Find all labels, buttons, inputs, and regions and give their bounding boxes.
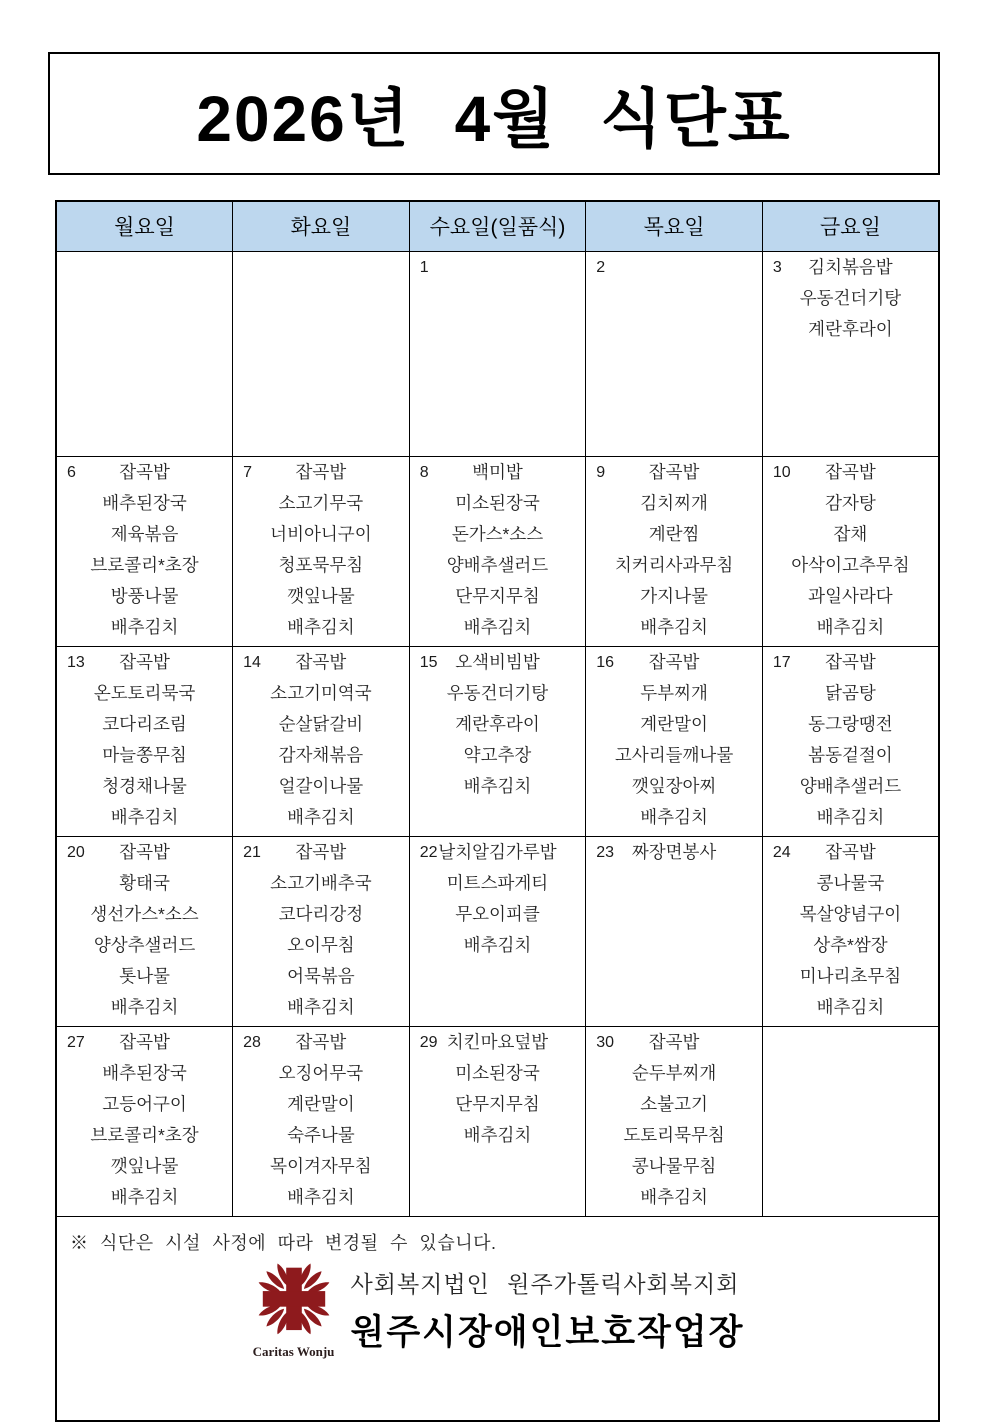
weekday-header-2: 화요일	[233, 201, 410, 251]
menu-item: 청경채나물	[102, 775, 187, 796]
menu-item: 미소된장국	[455, 492, 540, 513]
menu-list	[233, 647, 409, 833]
date-number: 29	[419, 1033, 438, 1051]
caritas-logo	[251, 1261, 337, 1360]
day-cell-30	[586, 1026, 763, 1216]
date-number: 22	[419, 843, 438, 861]
menu-item: 계란말이	[287, 1093, 355, 1114]
menu-item: 고사리들깨나물	[614, 744, 734, 765]
calendar-body	[56, 251, 939, 1216]
menu-item: 소고기무국	[278, 492, 364, 513]
menu-list	[233, 1027, 409, 1213]
day-cell-8	[409, 456, 586, 646]
menu-item: 잡곡밥	[119, 841, 170, 862]
menu-item: 오징어무국	[278, 1062, 364, 1083]
menu-item: 잡곡밥	[119, 651, 170, 672]
menu-item: 소고기배추국	[270, 872, 372, 893]
menu-item: 잡곡밥	[295, 461, 347, 482]
menu-item: 김치찌개	[640, 492, 708, 513]
calendar-week-row	[56, 836, 939, 1026]
day-cell-3	[762, 251, 939, 456]
day-cell-empty	[762, 1026, 939, 1216]
menu-item: 배추김치	[287, 996, 355, 1017]
menu-item: 양상추샐러드	[93, 934, 196, 955]
menu-item: 목살양념구이	[799, 903, 902, 924]
menu-item: 백미밥	[472, 461, 523, 482]
date-number: 15	[419, 653, 438, 671]
menu-list	[57, 647, 232, 833]
menu-item: 배추김치	[463, 934, 532, 955]
calendar-week-row	[56, 1026, 939, 1216]
menu-item: 우동건더기탕	[799, 287, 902, 308]
weekday-header-4: 목요일	[586, 201, 763, 251]
menu-item: 깻잎나물	[110, 1155, 179, 1176]
menu-list	[410, 457, 586, 643]
menu-item: 우동건더기탕	[446, 682, 549, 703]
menu-item: 감자탕	[825, 492, 876, 513]
day-cell-24	[762, 836, 939, 1026]
menu-item: 잡곡밥	[295, 1031, 347, 1052]
weekday-header-row	[56, 201, 939, 251]
menu-list	[57, 1027, 232, 1213]
menu-item: 상추*쌈장	[813, 934, 888, 955]
menu-item: 방풍나물	[110, 585, 179, 606]
menu-item: 두부찌개	[640, 682, 708, 703]
date-number: 6	[67, 463, 76, 481]
organization-block	[57, 1261, 938, 1360]
menu-item: 배추된장국	[102, 492, 187, 513]
menu-item: 코다리조림	[102, 713, 187, 734]
menu-list	[586, 457, 762, 643]
menu-item: 배추김치	[110, 996, 179, 1017]
menu-item: 마늘쫑무침	[102, 744, 187, 765]
menu-item: 브로콜리*초장	[90, 1124, 199, 1145]
menu-item: 콩나물국	[816, 872, 885, 893]
footer-note: ※ 식단은 시설 사정에 따라 변경될 수 있습니다.	[70, 1232, 497, 1253]
menu-item: 브로콜리*초장	[90, 554, 199, 575]
menu-item: 소불고기	[640, 1093, 708, 1114]
weekday-header-1: 월요일	[56, 201, 233, 251]
menu-list	[57, 837, 232, 1023]
day-cell-empty	[233, 251, 410, 456]
menu-list	[763, 837, 938, 1023]
menu-item: 목이겨자무침	[270, 1155, 372, 1176]
workshop-name: 원주시장애인보호작업장	[350, 1312, 745, 1352]
logo-caption: Caritas Wonju	[252, 1343, 335, 1359]
date-number: 13	[67, 653, 85, 671]
meal-calendar-table	[55, 200, 940, 1422]
day-cell-21	[233, 836, 410, 1026]
menu-item: 배추김치	[287, 1186, 355, 1207]
menu-item: 생선가스*소스	[90, 903, 199, 924]
menu-list	[233, 457, 409, 643]
menu-item: 잡곡밥	[825, 651, 876, 672]
menu-item: 배추김치	[287, 616, 355, 637]
menu-list	[233, 837, 409, 1023]
menu-item: 잡곡밥	[648, 651, 700, 672]
menu-item: 오색비빔밥	[455, 651, 540, 672]
date-number: 9	[596, 463, 606, 481]
menu-item: 깻잎장아찌	[631, 775, 717, 796]
menu-list	[763, 252, 938, 345]
weekday-header-3: 수요일(일품식)	[409, 201, 586, 251]
menu-item: 미나리초무침	[799, 965, 902, 986]
menu-item: 계란말이	[640, 713, 708, 734]
date-number: 8	[419, 463, 429, 481]
date-number: 23	[596, 843, 615, 861]
menu-item: 배추김치	[110, 1186, 179, 1207]
day-cell-2	[586, 251, 763, 456]
menu-item: 잡곡밥	[648, 1031, 700, 1052]
menu-item: 잡곡밥	[295, 651, 347, 672]
menu-item: 순두부찌개	[631, 1062, 717, 1083]
menu-item: 김치볶음밥	[808, 256, 893, 277]
calendar-week-row	[56, 646, 939, 836]
footer-row	[56, 1216, 939, 1421]
date-number: 3	[772, 258, 782, 276]
calendar-week-row	[56, 251, 939, 456]
menu-item: 순살닭갈비	[278, 713, 364, 734]
date-number: 20	[67, 843, 85, 861]
menu-item: 배추김치	[816, 806, 885, 827]
date-number: 7	[243, 463, 252, 481]
menu-item: 계란찜	[648, 523, 700, 544]
menu-item: 봄동겉절이	[808, 744, 893, 765]
menu-item: 얼갈이나물	[278, 775, 364, 796]
day-cell-23	[586, 836, 763, 1026]
day-cell-1	[409, 251, 586, 456]
menu-list	[763, 647, 938, 833]
date-number: 10	[772, 463, 791, 481]
date-number: 16	[596, 653, 615, 671]
day-cell-6	[56, 456, 233, 646]
menu-item: 배추김치	[287, 806, 355, 827]
date-number: 27	[67, 1033, 85, 1051]
day-cell-29	[409, 1026, 586, 1216]
menu-item: 깻잎나물	[287, 585, 355, 606]
date-number: 2	[596, 258, 606, 276]
menu-list	[763, 457, 938, 643]
menu-item: 계란후라이	[455, 713, 540, 734]
page-title: 2026년 4월 식단표	[196, 82, 792, 155]
menu-item: 짜장면봉사	[631, 841, 717, 862]
day-cell-7	[233, 456, 410, 646]
menu-list	[586, 647, 762, 833]
organization-text	[351, 1266, 745, 1355]
menu-item: 잡곡밥	[825, 841, 876, 862]
menu-item: 잡곡밥	[119, 461, 170, 482]
menu-item: 동그랑땡전	[808, 713, 893, 734]
menu-item: 배추김치	[816, 616, 885, 637]
menu-item: 양배추샐러드	[799, 775, 902, 796]
menu-item: 배추김치	[640, 616, 708, 637]
menu-item: 약고추장	[463, 744, 532, 765]
menu-item: 감자채볶음	[278, 744, 364, 765]
date-number: 17	[772, 653, 791, 671]
menu-item: 배추김치	[640, 806, 708, 827]
menu-item: 고등어구이	[102, 1093, 187, 1114]
date-number: 14	[243, 653, 261, 671]
day-cell-14	[233, 646, 410, 836]
date-number: 28	[243, 1033, 261, 1051]
date-number: 30	[596, 1033, 615, 1051]
menu-item: 잡채	[833, 523, 868, 544]
date-number: 24	[772, 843, 791, 861]
menu-item: 소고기미역국	[270, 682, 372, 703]
menu-item: 치커리사과무침	[614, 554, 734, 575]
menu-item: 배추김치	[463, 1124, 532, 1145]
menu-item: 제육볶음	[110, 523, 179, 544]
menu-item: 닭곰탕	[825, 682, 876, 703]
menu-item: 배추김치	[110, 616, 179, 637]
menu-item: 콩나물무침	[631, 1155, 717, 1176]
day-cell-28	[233, 1026, 410, 1216]
menu-item: 배추김치	[816, 996, 885, 1017]
menu-item: 미트스파게티	[446, 872, 549, 893]
day-cell-15	[409, 646, 586, 836]
day-cell-9	[586, 456, 763, 646]
menu-item: 치킨마요덮밥	[446, 1031, 549, 1052]
menu-item: 무오이피클	[455, 903, 540, 924]
menu-list	[57, 457, 232, 643]
day-cell-empty	[56, 251, 233, 456]
menu-item: 아삭이고추무침	[791, 554, 910, 575]
menu-item: 너비아니구이	[270, 523, 372, 544]
menu-item: 가지나물	[640, 585, 708, 606]
day-cell-22	[409, 836, 586, 1026]
menu-item: 미소된장국	[455, 1062, 540, 1083]
menu-item: 청포묵무침	[278, 554, 364, 575]
menu-item: 날치알김가루밥	[438, 841, 557, 862]
menu-item: 배추김치	[463, 616, 532, 637]
menu-item: 과일사라다	[808, 585, 893, 606]
menu-item: 어묵볶음	[287, 965, 355, 986]
day-cell-27	[56, 1026, 233, 1216]
date-number: 21	[243, 843, 261, 861]
day-cell-17	[762, 646, 939, 836]
menu-item: 돈가스*소스	[451, 523, 544, 544]
menu-item: 단무지무침	[455, 1093, 540, 1114]
menu-item: 숙주나물	[287, 1124, 355, 1145]
calendar-week-row	[56, 456, 939, 646]
date-number: 1	[419, 258, 429, 276]
organization-name: 사회복지법인 원주가톨릭사회복지회	[350, 1270, 740, 1297]
menu-item: 잡곡밥	[295, 841, 347, 862]
menu-item: 배추된장국	[102, 1062, 187, 1083]
menu-item: 온도토리묵국	[93, 682, 196, 703]
menu-item: 잡곡밥	[119, 1031, 170, 1052]
day-cell-13	[56, 646, 233, 836]
menu-item: 양배추샐러드	[446, 554, 549, 575]
menu-item: 코다리강정	[278, 903, 364, 924]
menu-item: 도토리묵무침	[623, 1124, 725, 1145]
menu-item: 잡곡밥	[825, 461, 876, 482]
menu-item: 배추김치	[640, 1186, 708, 1207]
footer-cell	[56, 1216, 939, 1421]
menu-item: 오이무침	[287, 934, 355, 955]
menu-item: 잡곡밥	[648, 461, 700, 482]
menu-item: 단무지무침	[455, 585, 540, 606]
title-box	[48, 52, 940, 175]
menu-item: 배추김치	[110, 806, 179, 827]
menu-list	[586, 1027, 762, 1213]
menu-item: 계란후라이	[808, 318, 893, 339]
day-cell-20	[56, 836, 233, 1026]
menu-item: 황태국	[119, 872, 170, 893]
menu-item: 배추김치	[463, 775, 532, 796]
caritas-cross-icon	[255, 1261, 333, 1343]
day-cell-10	[762, 456, 939, 646]
menu-item: 톳나물	[119, 965, 170, 986]
weekday-header-5: 금요일	[762, 201, 939, 251]
day-cell-16	[586, 646, 763, 836]
